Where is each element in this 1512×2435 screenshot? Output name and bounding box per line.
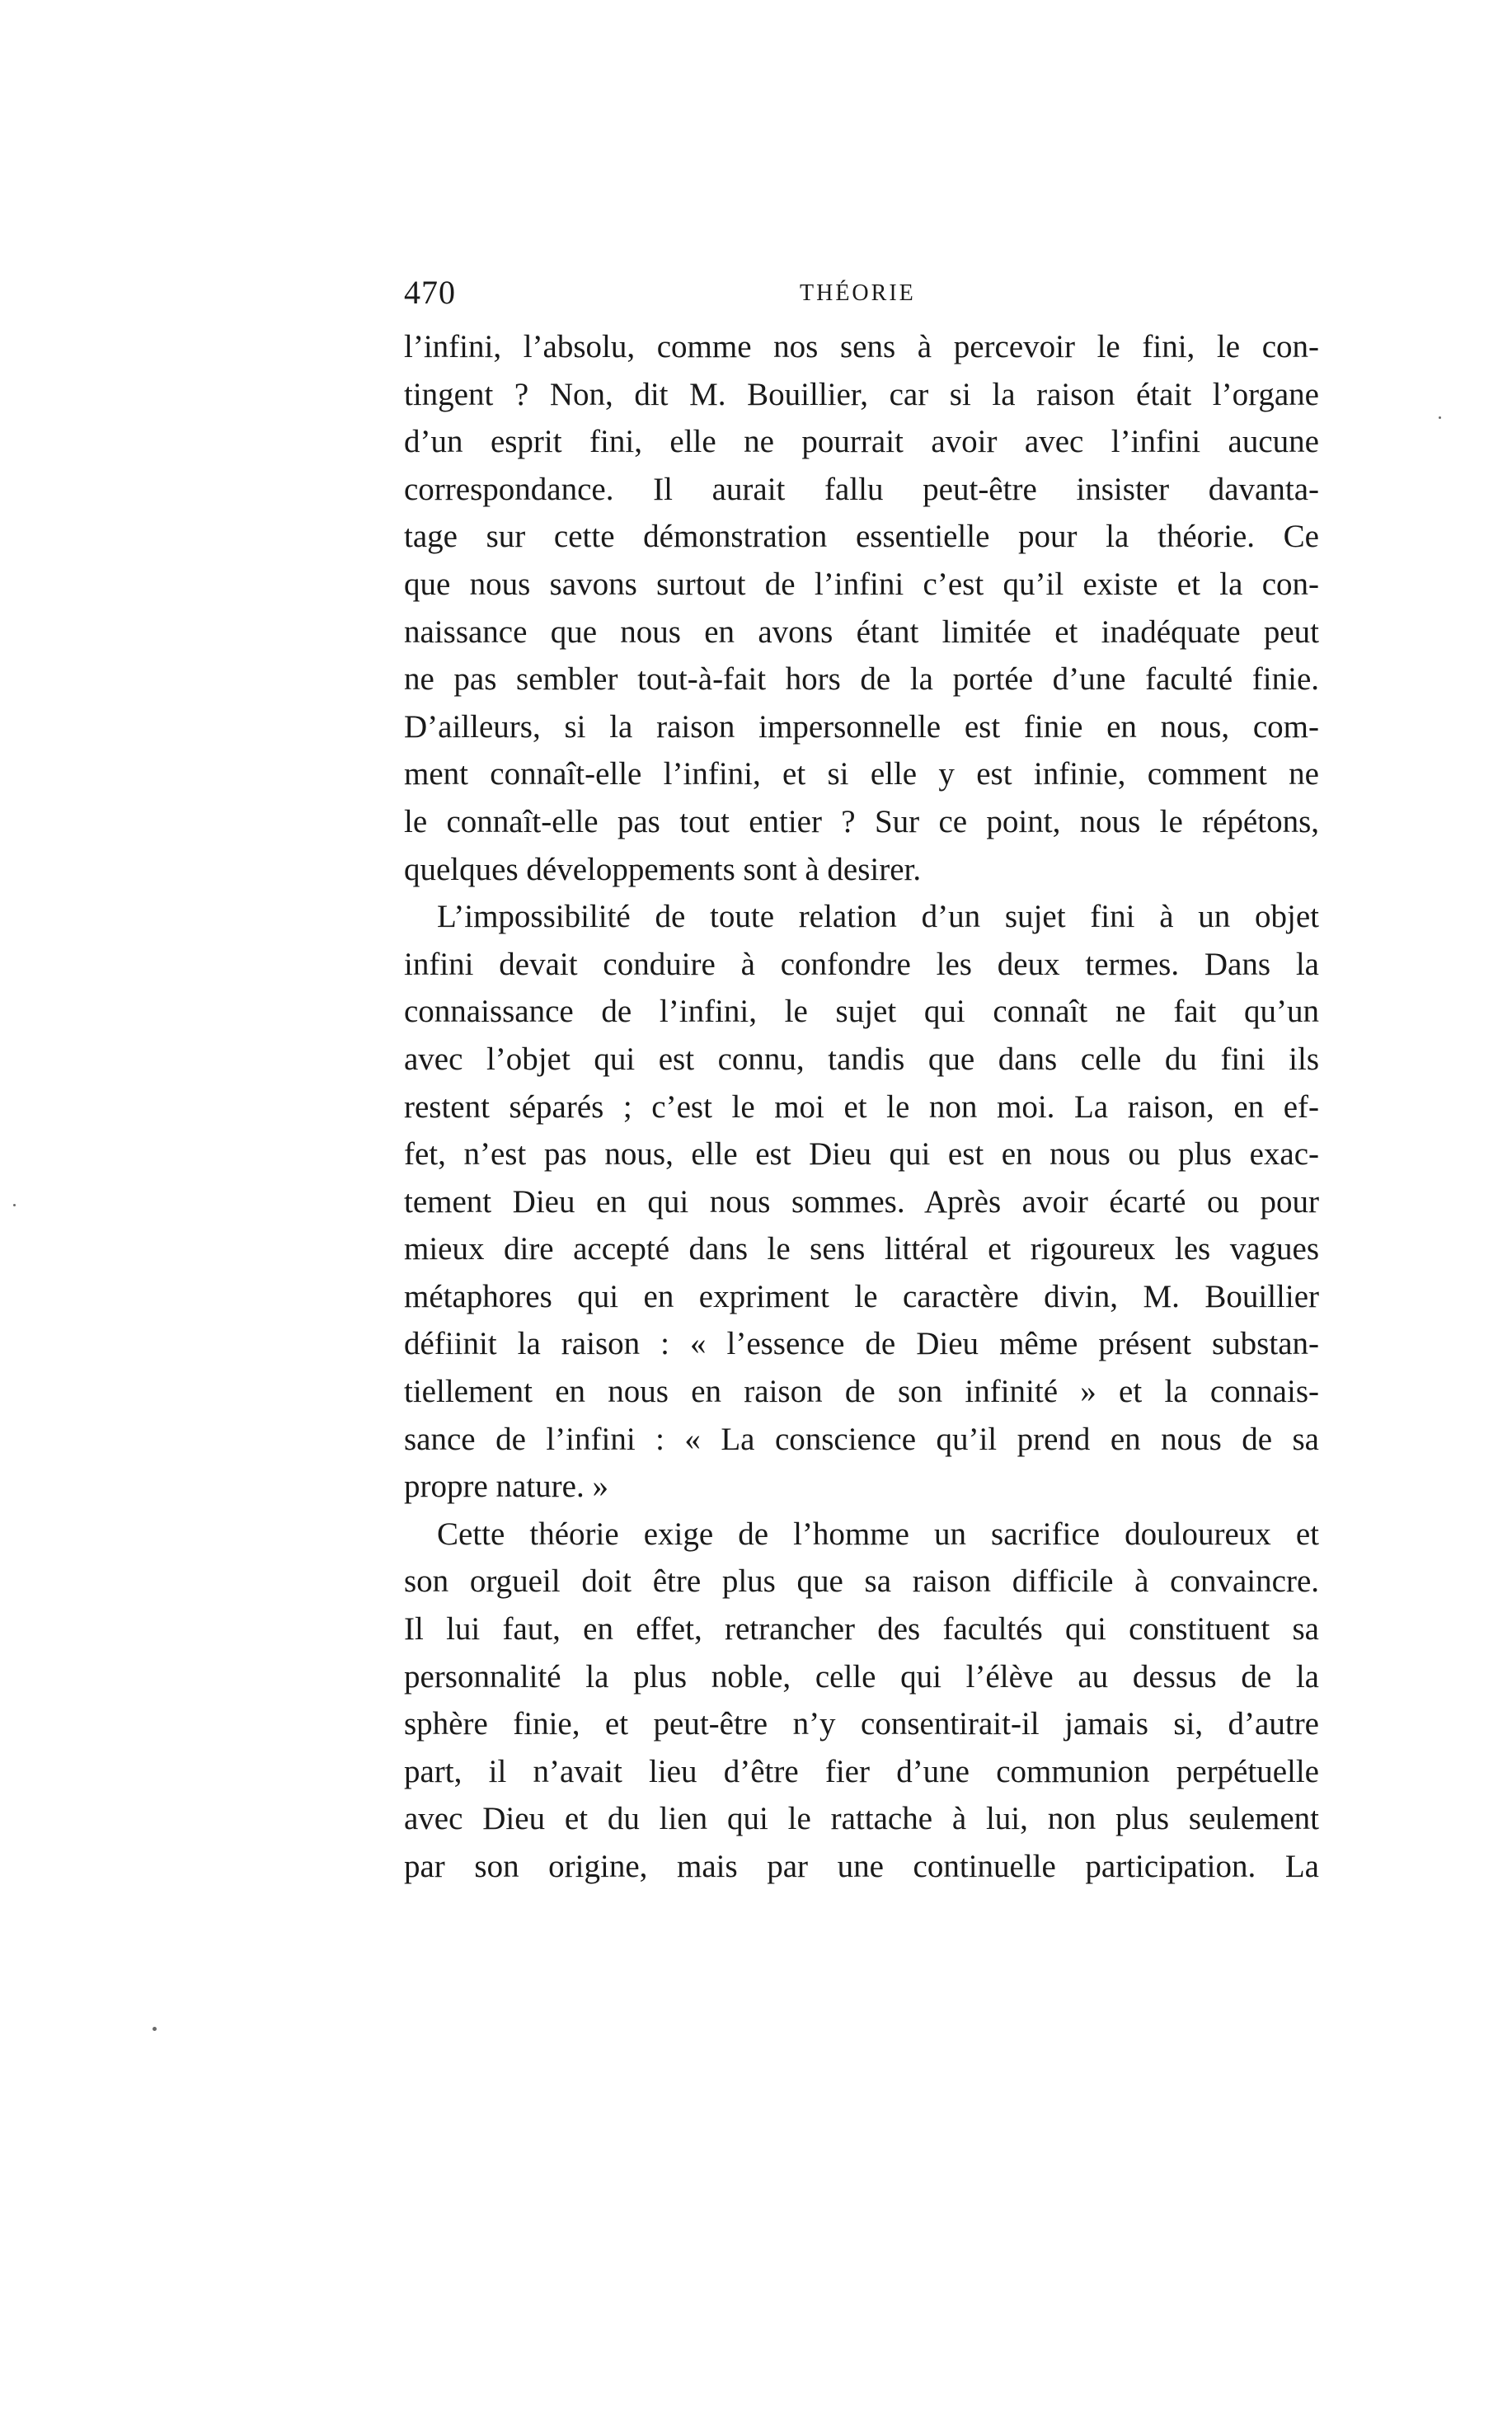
text-line: le connaît-elle pas tout entier ? Sur ce point, nous le répétons, [404, 803, 1319, 839]
text-line: tingent ? Non, dit M. Bouillier, car si la raison était l’organe [404, 376, 1319, 412]
text-line: métaphores qui en expriment le caractère divin, M. Bouillier [404, 1278, 1319, 1314]
text-line: tiellement en nous en raison de son infinité » et la connais- [404, 1374, 1319, 1410]
text-line: avec Dieu et du lien qui le rattache à lui, non plus seulement [404, 1801, 1319, 1837]
text-line: infini devait conduire à confondre les deux termes. Dans la [404, 946, 1319, 982]
text-line: sphère finie, et peut-être n’y consentirait-il jamais si, d’autre [404, 1706, 1319, 1742]
paragraph-start-line: Cette théorie exige de l’homme un sacrifice douloureux et [437, 1516, 1319, 1552]
text-line: part, il n’avait lieu d’être fier d’une communion perpétuelle [404, 1753, 1319, 1789]
text-line: avec l’objet qui est connu, tandis que dans celle du fini ils [404, 1041, 1319, 1077]
scan-speck [1439, 416, 1441, 419]
scan-speck [153, 2027, 157, 2031]
text-line: Il lui faut, en effet, retrancher des facultés qui constituent sa [404, 1611, 1319, 1648]
text-line: l’infini, l’absolu, comme nos sens à percevoir le fini, le con- [404, 329, 1319, 364]
text-line: naissance que nous en avons étant limitée et inadéquate peut [404, 613, 1319, 650]
paragraph-end-line: quelques développements sont à desirer. [404, 851, 922, 887]
paragraph-start-line: L’impossibilité de toute relation d’un sujet fini à un objet [437, 899, 1319, 935]
text-line: ment connaît-elle l’infini, et si elle y est infinie, comment ne [404, 756, 1319, 792]
body-text [404, 323, 1319, 1891]
text-line: restent séparés ; c’est le moi et le non moi. La raison, en ef- [404, 1088, 1319, 1125]
text-line: D’ailleurs, si la raison impersonnelle est finie en nous, com- [404, 708, 1319, 745]
text-line: tement Dieu en qui nous sommes. Après avoir écarté ou pour [404, 1183, 1319, 1220]
text-line: son orgueil doit être plus que sa raison difficile à convaincre. [404, 1563, 1319, 1600]
text-line: correspondance. Il aurait fallu peut-être insister davanta- [404, 471, 1319, 507]
scan-speck [13, 1204, 16, 1206]
text-line: mieux dire accepté dans le sens littéral et rigoureux les vagues [404, 1231, 1319, 1267]
text-line: personnalité la plus noble, celle qui l’élève au dessus de la [404, 1658, 1319, 1695]
text-line: que nous savons surtout de l’infini c’est qu’il existe et la con- [404, 566, 1319, 602]
text-line: ne pas sembler tout-à-fait hors de la portée d’une faculté finie. [404, 661, 1319, 698]
running-head: THÉORIE [800, 280, 916, 306]
text-line: défiinit la raison : « l’essence de Dieu même présent substan- [404, 1326, 1319, 1362]
text-line: tage sur cette démonstration essentielle pour la théorie. Ce [404, 519, 1319, 555]
page-number: 470 [404, 274, 456, 311]
paragraph-end-line: propre nature. » [404, 1469, 608, 1505]
text-line: sance de l’infini : « La conscience qu’il prend en nous de sa [404, 1421, 1319, 1457]
text-line: d’un esprit fini, elle ne pourrait avoir avec l’infini aucune [404, 424, 1319, 460]
text-line: par son origine, mais par une continuelle participation. La [404, 1849, 1319, 1884]
text-line: fet, n’est pas nous, elle est Dieu qui est en nous ou plus exac- [404, 1136, 1319, 1173]
text-line: connaissance de l’infini, le sujet qui connaît ne fait qu’un [404, 994, 1319, 1030]
page-header [404, 272, 1319, 313]
